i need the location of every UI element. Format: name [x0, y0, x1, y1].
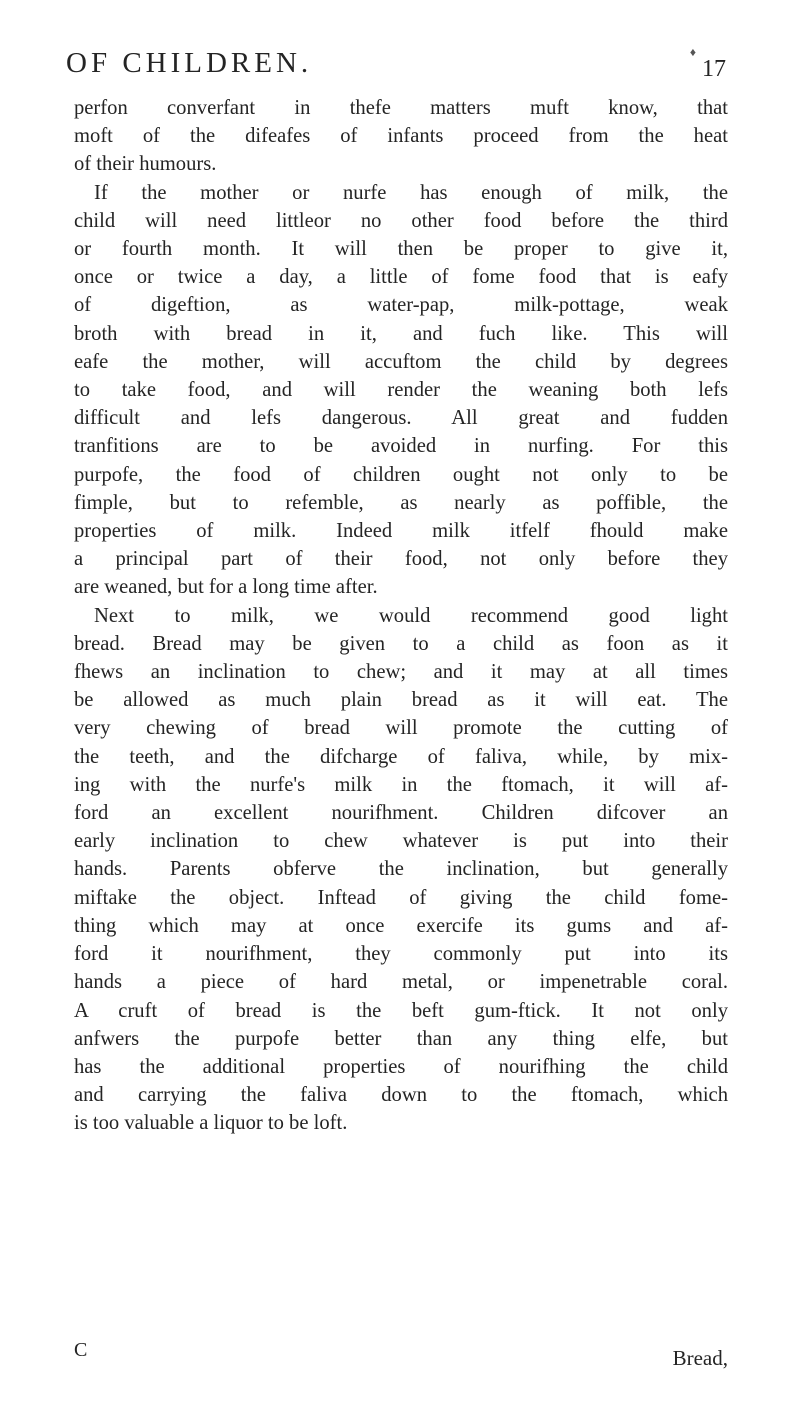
text-line: the teeth, and the difcharge of faliva, while, by mix-: [74, 745, 728, 768]
text-line: properties of milk. Indeed milk itfelf fhould make: [74, 520, 728, 543]
text-line: is too valuable a liquor to be loft.: [74, 1112, 348, 1135]
signature-mark: C: [74, 1339, 88, 1361]
text-line: be allowed as much plain bread as it will eat. The: [74, 689, 728, 712]
text-line: very chewing of bread will promote the cutting of: [74, 717, 728, 740]
text-line: miftake the object. Inftead of giving the child fome-: [74, 886, 728, 909]
paragraph-2: [74, 179, 728, 602]
text-line: bread. Bread may be given to a child as foon as it: [74, 632, 728, 655]
body-text: [74, 94, 728, 1138]
text-line: once or twice a day, a little of fome food that is eafy: [74, 266, 728, 289]
text-line: and carrying the faliva down to the ftomach, which: [74, 1084, 728, 1107]
text-line: ford it nourifhment, they commonly put into its: [74, 943, 728, 966]
text-line: to take food, and will render the weaning both lefs: [74, 379, 728, 402]
text-line: a principal part of their food, not only before they: [74, 548, 728, 571]
text-line: purpofe, the food of children ought not only to be: [74, 463, 728, 486]
text-line: anfwers the purpofe better than any thing elfe, but: [74, 1027, 728, 1050]
paragraph-1: [74, 94, 728, 179]
text-line: broth with bread in it, and fuch like. This will: [74, 322, 728, 345]
text-line: child will need littleor no other food before the third: [74, 209, 728, 232]
text-line: difficult and lefs dangerous. All great and fudden: [74, 407, 728, 430]
paragraph-3: [74, 602, 728, 1138]
ornament-mark: ♦: [689, 45, 696, 59]
text-line: hands. Parents obferve the inclination, but generally: [74, 858, 728, 881]
running-head: OF CHILDREN.: [66, 47, 313, 79]
text-line: moft of the difeafes of infants proceed from the heat: [74, 125, 728, 148]
text-line: early inclination to chew whatever is put into their: [74, 830, 728, 853]
text-line: has the additional properties of nourifhing the child: [74, 1055, 728, 1078]
text-line: fhews an inclination to chew; and it may at all times: [74, 661, 728, 684]
text-line: ford an excellent nourifhment. Children difcover an: [74, 802, 728, 825]
text-line: Next to milk, we would recommend good light: [94, 604, 728, 627]
page-number: 17: [702, 56, 726, 82]
text-line: tranfitions are to be avoided in nurfing. For this: [74, 435, 728, 458]
text-line: of their humours.: [74, 153, 217, 176]
text-line: fimple, but to refemble, as nearly as poffible, the: [74, 491, 728, 514]
text-line: of digeftion, as water-pap, milk-pottage, weak: [74, 294, 728, 317]
text-line: hands a piece of hard metal, or impenetrable coral.: [74, 971, 728, 994]
text-line: or fourth month. It will then be proper to give it,: [74, 238, 728, 261]
text-line: A cruft of bread is the beft gum-ftick. It not only: [74, 999, 728, 1022]
text-line: If the mother or nurfe has enough of milk, the: [94, 181, 728, 204]
text-line: ing with the nurfe's milk in the ftomach, it will af-: [74, 773, 728, 796]
text-line: perfon converfant in thefe matters muft know, that: [74, 97, 728, 119]
text-line: are weaned, but for a long time after.: [74, 576, 378, 599]
page-footer: [74, 1336, 728, 1376]
page-header: [66, 46, 726, 90]
text-line: eafe the mother, will accuftom the child by degrees: [74, 350, 728, 373]
catchword: Bread,: [672, 1346, 728, 1370]
text-line: thing which may at once exercife its gums and af-: [74, 914, 728, 937]
